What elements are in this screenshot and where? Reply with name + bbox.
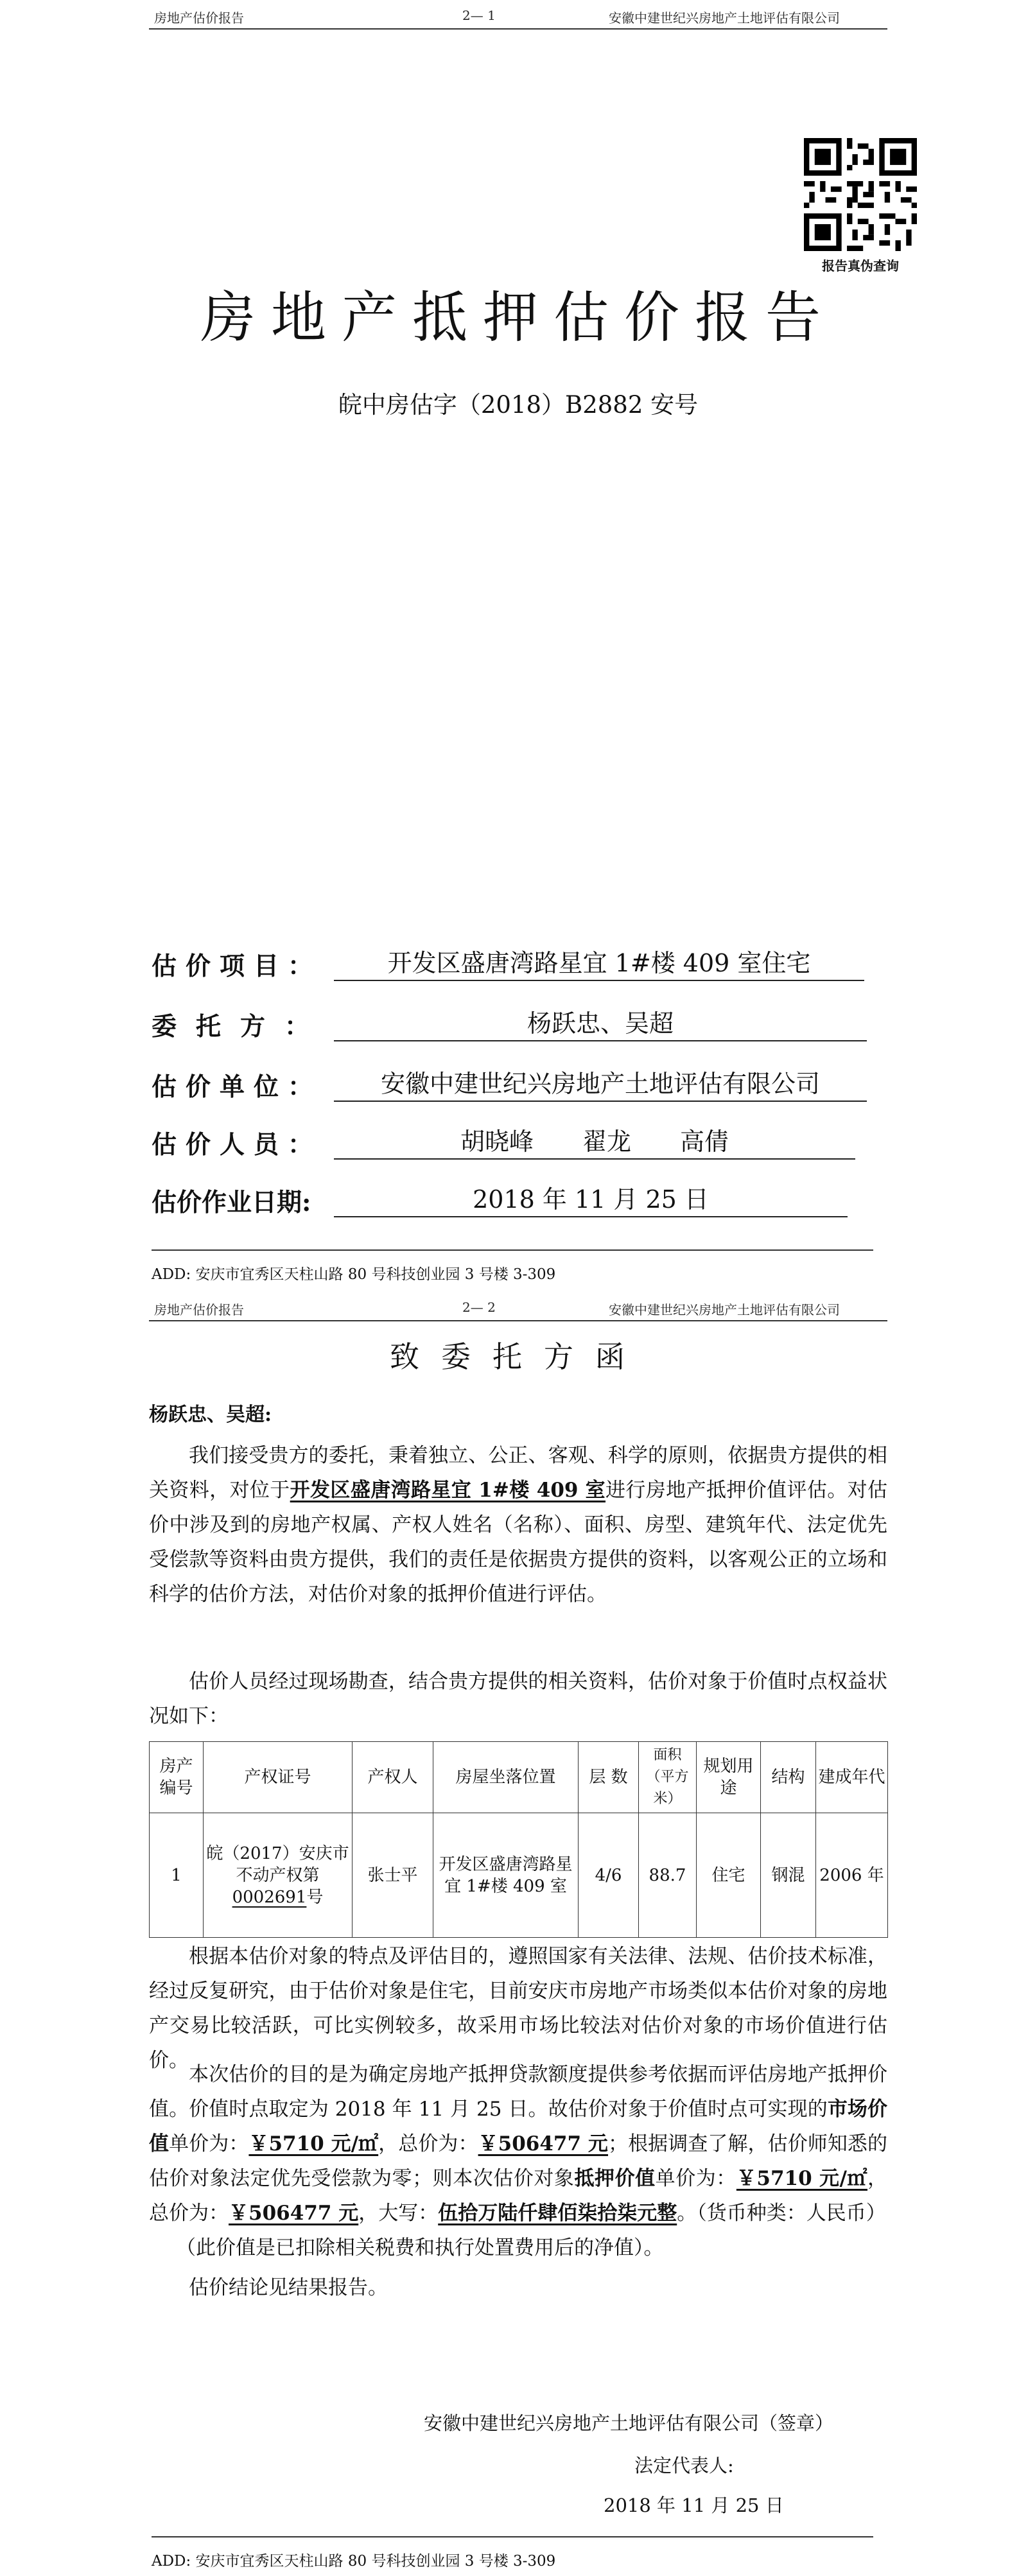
page-header-right: 安徽中建世纪兴房地产土地评估有限公司 xyxy=(609,10,840,26)
header-cell: 层 数 xyxy=(579,1742,639,1813)
cell-location: 开发区盛唐湾路星宜 1#楼 409 室 xyxy=(433,1813,579,1938)
cell-use: 住宅 xyxy=(697,1813,761,1938)
paragraph-4 xyxy=(149,2057,887,2231)
para4-text: 本次估价的目的是为确定房地产抵押贷款额度提供参考依据而评估房地产抵押价值。价值时点取定为 2018 年 11 月 25 日。故估价对象于价值时点可实现的 xyxy=(149,2063,887,2121)
header-cell: 面积（平方米） xyxy=(639,1742,697,1813)
header-rule xyxy=(149,28,887,30)
value-project: 开发区盛唐湾路星宜 1#楼 409 室住宅 xyxy=(334,946,864,981)
paragraph-5: （此价值是已扣除相关税费和执行处置费用后的净值）。 xyxy=(176,2236,664,2259)
market-unit-price: ￥5710 元/㎡ xyxy=(248,2132,379,2155)
header-cell: 建成年代 xyxy=(816,1742,888,1813)
value-client: 杨跃忠、吴超 xyxy=(334,1007,867,1041)
cert-text: 皖（2017）安庆市不动产权第 xyxy=(206,1843,349,1885)
cell-cert xyxy=(204,1813,353,1938)
header-cell: 结构 xyxy=(761,1742,816,1813)
page-header-left: 房地产估价报告 xyxy=(154,1302,244,1318)
market-total-price: ￥506477 元 xyxy=(478,2132,609,2155)
para1-text-c: 进行房地产抵押价值评估。对估价中涉及到的房地产权属、产权人姓名（名称）、面积、房型、建筑年代、法定优先受偿款等资料由贵方提供，我们的责任是依据贵方提供的资料，以客观公正的立场和科学的估价方法，对估价对象的抵押价值进行评估。 xyxy=(149,1479,887,1606)
cell-owner: 张士平 xyxy=(353,1813,433,1938)
label-appraisers: 估价人员： xyxy=(152,1130,322,1160)
para4-text: ，总价为： xyxy=(149,2167,887,2225)
qr-caption: 报告真伪查询 xyxy=(822,258,899,274)
cert-suffix: 号 xyxy=(306,1887,324,1907)
value-appraiser-company: 安徽中建世纪兴房地产土地评估有限公司 xyxy=(334,1067,867,1102)
para4-text: 单价为： xyxy=(655,2167,736,2190)
report-title: 房地产抵押估价报告 xyxy=(200,286,836,350)
footer-address: ADD: 安庆市宜秀区天柱山路 80 号科技创业园 3 号楼 3-309 xyxy=(152,1266,556,1283)
table-header-row xyxy=(150,1742,888,1813)
label-work-date: 估价作业日期: xyxy=(152,1188,311,1217)
signature-company: 安徽中建世纪兴房地产土地评估有限公司（签章） xyxy=(424,2412,834,2434)
report-number: 皖中房估字（2018）B2882 安号 xyxy=(338,391,699,419)
mortgage-value-label: 抵押价值 xyxy=(574,2167,656,2190)
letter-title: 致委托方函 xyxy=(390,1339,647,1374)
table-row xyxy=(150,1813,888,1938)
cell-year: 2006 年 xyxy=(816,1813,888,1938)
mortgage-unit-price: ￥5710 元/㎡ xyxy=(736,2167,867,2190)
label-appraiser-company: 估价单位： xyxy=(152,1072,322,1102)
cert-number: 0002691 xyxy=(232,1887,307,1907)
header-rule xyxy=(149,1320,887,1321)
paragraph-2: 估价人员经过现场勘查，结合贵方提供的相关资料，估价对象于价值时点权益状况如下： xyxy=(149,1670,887,1728)
label-client: 委托方： xyxy=(152,1012,329,1041)
amount-in-words: 伍拾万陆仟肆佰柒拾柒元整 xyxy=(438,2202,677,2225)
qr-code-icon[interactable] xyxy=(804,138,917,251)
property-table xyxy=(149,1741,888,1938)
property-address: 开发区盛唐湾路星宜 1#楼 409 室 xyxy=(290,1479,606,1502)
cell-area: 88.7 xyxy=(639,1813,697,1938)
header-cell: 产权证号 xyxy=(204,1742,353,1813)
paragraph-6: 估价结论见结果报告。 xyxy=(189,2276,388,2299)
page-number: 2— 1 xyxy=(462,8,496,23)
page-header-right: 安徽中建世纪兴房地产土地评估有限公司 xyxy=(609,1302,840,1318)
footer-rule xyxy=(152,2536,873,2537)
footer-rule xyxy=(152,1249,873,1251)
signature-date: 2018 年 11 月 25 日 xyxy=(604,2494,784,2516)
market-value-label: 市场价值 xyxy=(149,2098,888,2155)
paragraph-1 xyxy=(149,1438,887,1612)
para1-text-a: 我们接受贵方的委托，秉着独立、公正、客观、科学的原则，依据贵方提供的相关资料，对位于 xyxy=(149,1444,887,1502)
salutation: 杨跃忠、吴超: xyxy=(149,1404,272,1426)
header-cell: 房产编号 xyxy=(150,1742,204,1813)
page-header-left: 房地产估价报告 xyxy=(154,10,244,26)
label-project: 估价项目： xyxy=(152,952,322,981)
para4-text: ，总价为： xyxy=(378,2132,478,2155)
cell-floors: 4/6 xyxy=(579,1813,639,1938)
para4-text: ；根据调查了解，估价师知悉的估价对象法定优先受偿款为零；则本次估价对象 xyxy=(149,2132,888,2190)
para4-text: ，大写： xyxy=(358,2202,439,2225)
header-cell: 规划用途 xyxy=(697,1742,761,1813)
para4-text: 单价为： xyxy=(169,2132,249,2155)
footer-address: ADD: 安庆市宜秀区天柱山路 80 号科技创业园 3 号楼 3-309 xyxy=(152,2553,556,2570)
paragraph-3: 根据本估价对象的特点及评估目的，遵照国家有关法律、法规、估价技术标准，经过反复研究，由于估价对象是住宅，目前安庆市房地产市场类似本估价对象的房地产交易比较活跃，可比实例较多，故采用市场比较法对估价对象的市场价值进行估价。 xyxy=(149,1945,887,2072)
cell-no: 1 xyxy=(150,1813,204,1938)
page-number: 2— 2 xyxy=(462,1300,496,1315)
cell-structure: 钢混 xyxy=(761,1813,816,1938)
mortgage-total-price: ￥506477 元 xyxy=(229,2202,359,2225)
header-cell: 产权人 xyxy=(353,1742,433,1813)
signature-legal-rep: 法定代表人: xyxy=(634,2455,734,2476)
para4-text: 。（货币种类：人民币） xyxy=(677,2202,886,2225)
value-appraisers: 胡晓峰 翟龙 高倩 xyxy=(334,1125,855,1160)
header-cell: 房屋坐落位置 xyxy=(433,1742,579,1813)
value-work-date: 2018 年 11 月 25 日 xyxy=(334,1183,848,1217)
